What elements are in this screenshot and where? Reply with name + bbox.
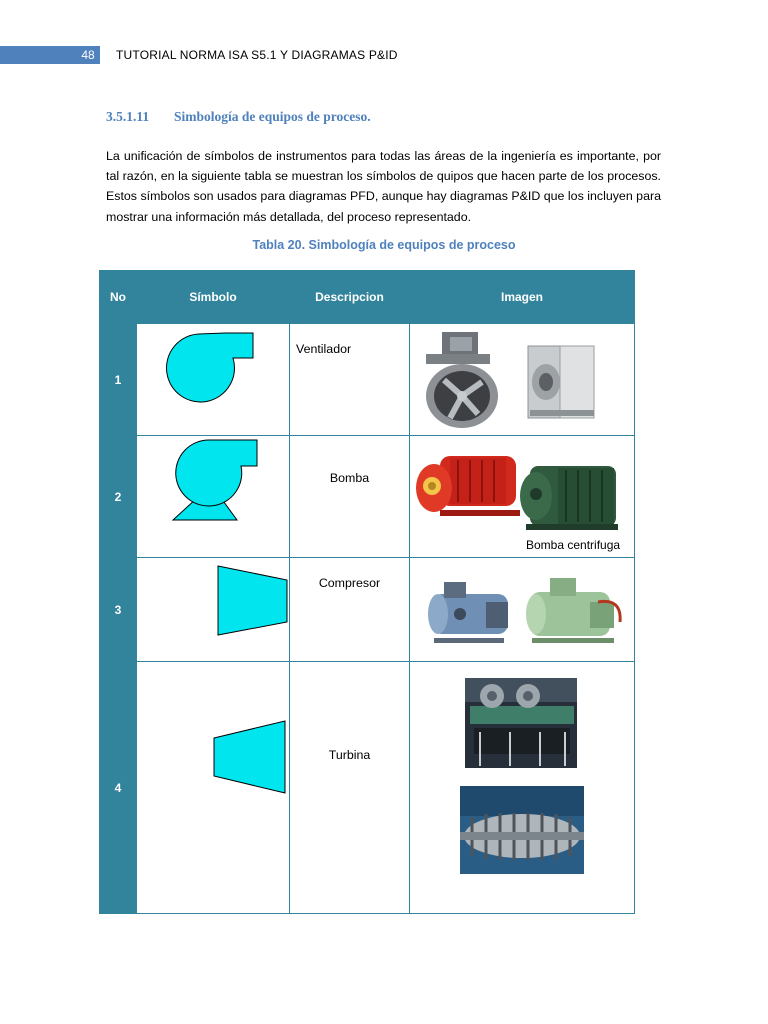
description-text: Bomba xyxy=(329,471,370,485)
header-descripcion: Descripcion xyxy=(290,271,410,324)
symbol-cell xyxy=(137,324,290,436)
fan-symbol-icon xyxy=(137,324,289,430)
description-text: Compresor xyxy=(318,576,381,590)
image-cell xyxy=(410,324,635,436)
equipment-table xyxy=(99,270,635,914)
row-number: 4 xyxy=(100,662,137,914)
turbine-photos xyxy=(410,662,634,908)
description-cell xyxy=(290,558,410,662)
section-number: 3.5.1.11 xyxy=(106,109,150,124)
centrifugal-fan-photo xyxy=(518,344,630,428)
page-number: 48 xyxy=(81,48,95,62)
pump-photos xyxy=(410,436,634,552)
header-simbolo: Símbolo xyxy=(137,271,290,324)
red-pump-photo xyxy=(416,456,520,516)
turbine-symbol-icon xyxy=(137,662,289,908)
gray-compressor-photo xyxy=(428,582,508,643)
table-header-row xyxy=(100,271,635,324)
table-row xyxy=(100,558,635,662)
table-row xyxy=(100,324,635,436)
description-text: Turbina xyxy=(328,748,371,762)
turbine-rotor-photo xyxy=(460,786,584,874)
green-compressor-photo xyxy=(526,578,620,643)
table-caption: Tabla 20. Simbología de equipos de proceso xyxy=(252,238,516,252)
table-row xyxy=(100,662,635,914)
axial-fan-photo xyxy=(416,324,508,428)
table-row xyxy=(100,436,635,558)
row-number: 3 xyxy=(100,558,137,662)
compressor-photos xyxy=(410,558,634,656)
section-title: Simbología de equipos de proceso. xyxy=(174,109,371,124)
description-cell xyxy=(290,436,410,558)
header-imagen: Imagen xyxy=(410,271,635,324)
turbine-assembly-photo xyxy=(465,678,577,768)
image-caption: Bomba centrifuga xyxy=(526,538,621,552)
description-text: Ventilador xyxy=(296,342,352,356)
row-number: 1 xyxy=(100,324,137,436)
symbol-cell xyxy=(137,436,290,558)
description-cell xyxy=(290,324,410,436)
description-cell xyxy=(290,662,410,914)
compressor-symbol-icon xyxy=(137,558,289,656)
image-cell xyxy=(410,558,635,662)
section-heading xyxy=(106,109,371,125)
row-number: 2 xyxy=(100,436,137,558)
running-header-title: TUTORIAL NORMA ISA S5.1 Y DIAGRAMAS P&ID xyxy=(116,48,398,62)
symbol-cell xyxy=(137,662,290,914)
fan-photos xyxy=(410,324,634,430)
image-cell xyxy=(410,662,635,914)
body-paragraph: La unificación de símbolos de instrumentos para todas las áreas de la ingeniería es importante, por tal razón, en la siguiente tabla se muestran los símbolos de quipos que hacen parte de los procesos. Estos símbolos son usados para diagramas PFD, aunque hay diagramas P&ID que los incluyen para mostrar una información más detallada, del proceso representado. xyxy=(106,149,661,224)
centrifugal-pump-photo xyxy=(520,466,618,530)
symbol-cell xyxy=(137,558,290,662)
header-no: No xyxy=(100,271,137,324)
pump-symbol-icon xyxy=(137,436,289,552)
image-cell xyxy=(410,436,635,558)
